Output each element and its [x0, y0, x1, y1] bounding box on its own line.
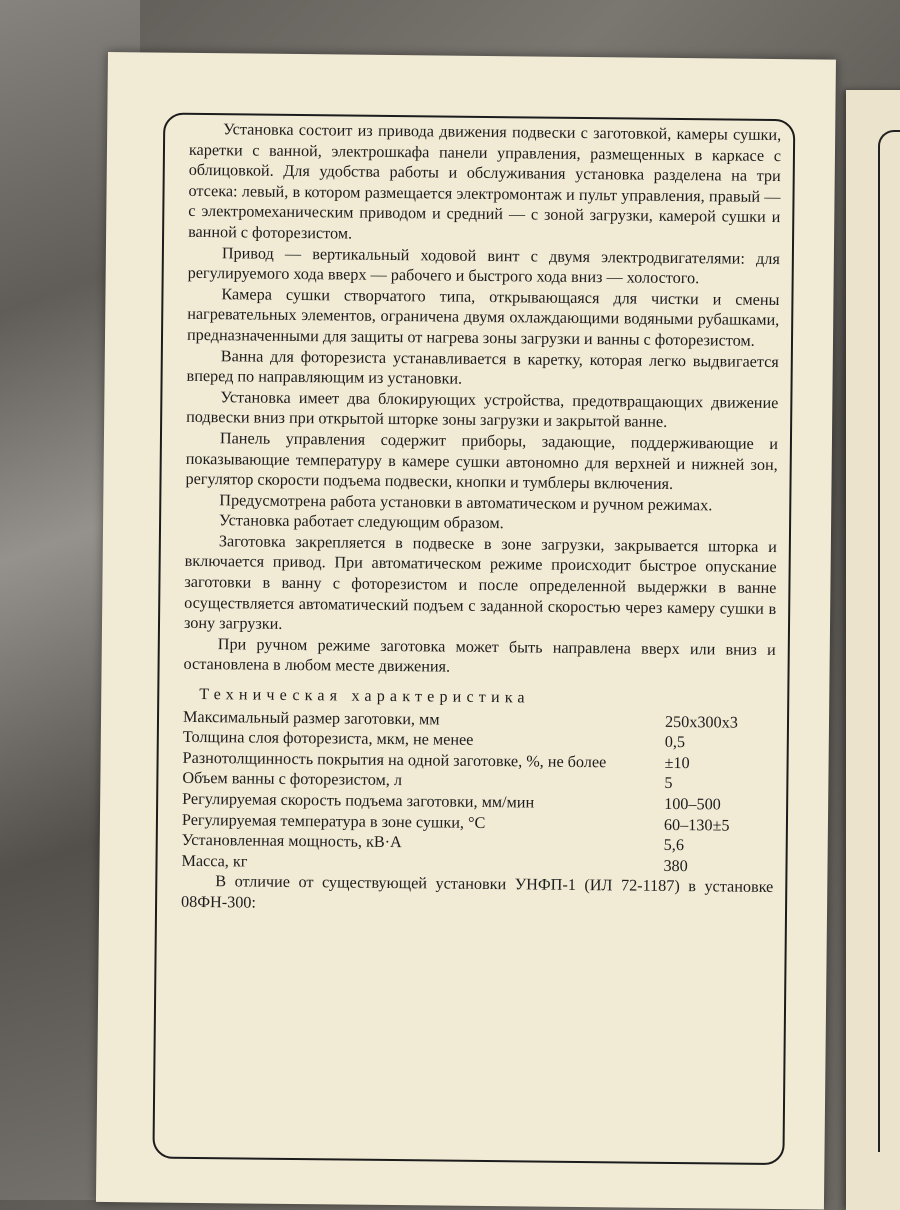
spec-name: Регулируемая скорость подъема заготовки, мм/мин	[182, 789, 535, 812]
spec-value: 0,5	[664, 733, 686, 752]
spec-name: Разнотолщинность покрытия на одной заготовке, %, не более	[182, 748, 607, 772]
next-page-frame	[878, 130, 900, 1152]
spec-name: Масса, кг	[181, 851, 248, 871]
paragraph: Установка состоит из привода движения подвески с заготовкой, камеры сушки, каретки с ванной, электрошкафа панели управления, размещенных в каркасе с облицовкой. Для удобства работы и обслуживания установка разделена на три отсека: левый, в котором размещается электромонтаж и пульт управления, правый — с электромеханическим приводом и средний — с зоной загрузки, камерой сушки и ванной с фоторезистом.	[188, 120, 782, 243]
spec-name: Максимальный размер заготовки, мм	[182, 707, 440, 729]
document-page	[96, 52, 836, 1210]
paragraph: При ручном режиме заготовка может быть направлена вверх или вниз и остановлена в любом месте движения.	[183, 635, 776, 677]
paragraph: Камера сушки створчатого типа, открывающаяся для чистки и смены нагревательных элементов, ограничена двумя охлаждающими водяными рубашками, предназначенными для защиты от нагрева зоны загрузки и ванны с фоторезистом.	[186, 284, 780, 350]
spec-name: Установленная мощность, кВ·А	[181, 831, 402, 852]
spec-value: 5	[664, 774, 673, 793]
spec-value: 5,6	[663, 836, 685, 855]
paragraph: Панель управления содержит приборы, задающие, поддерживающие и показывающие температуру в камере сушки автономно для верхней и нижней зон, регулятор скорости подъема подвески, кнопки и тумблеры включения.	[185, 429, 779, 494]
paragraph: Заготовка закрепляется в подвеске в зоне загрузки, закрывается шторка и включается привод. При автоматическом режиме происходит быстрое опускание заготовки в ванну с фоторезистом и после определенной выдержки в ванне осуществляется автоматический подъем с заданной скоростью через камеру сушки в зону загрузки.	[183, 532, 777, 634]
ending-paragraph: В отличие от существующей установки УНФП-1 (ИЛ 72-1187) в установке 08ФН-300:	[181, 872, 774, 912]
paragraph: Предусмотрена работа установки в автоматическом и ручном режимах.	[219, 490, 713, 515]
spec-table	[181, 706, 775, 877]
spec-value: 100–500	[664, 794, 721, 814]
spec-name: Объем ванны с фоторезистом, л	[182, 769, 403, 790]
spec-value: 250x300x3	[664, 712, 738, 732]
spec-name: Толщина слоя фоторезиста, мкм, не менее	[182, 728, 474, 750]
page-text	[181, 119, 781, 919]
spec-value: 60–130±5	[663, 815, 730, 835]
paragraph: Установка имеет два блокирующих устройства, предотвращающих движение подвески вниз при открытой шторке зоны загрузки и закрытой ванне.	[186, 387, 779, 432]
spec-name: Регулируемая температура в зоне сушки, °С	[181, 810, 486, 832]
spec-title: Техническая характеристика	[199, 686, 530, 707]
paragraph: Установка работает следующим образом.	[219, 511, 504, 533]
spec-value: ±10	[664, 753, 690, 772]
spec-value: 380	[663, 856, 688, 875]
paragraph: Ванна для фоторезиста устанавливается в каретку, которая легко выдвигается вперед по направляющим из установки.	[186, 346, 779, 388]
next-page-edge	[846, 90, 900, 1210]
paragraph: Привод — вертикальный ходовой винт с двумя электродвигателями: для регулируемого хода вверх — рабочего и быстрого хода вниз — холостого.	[187, 243, 780, 288]
